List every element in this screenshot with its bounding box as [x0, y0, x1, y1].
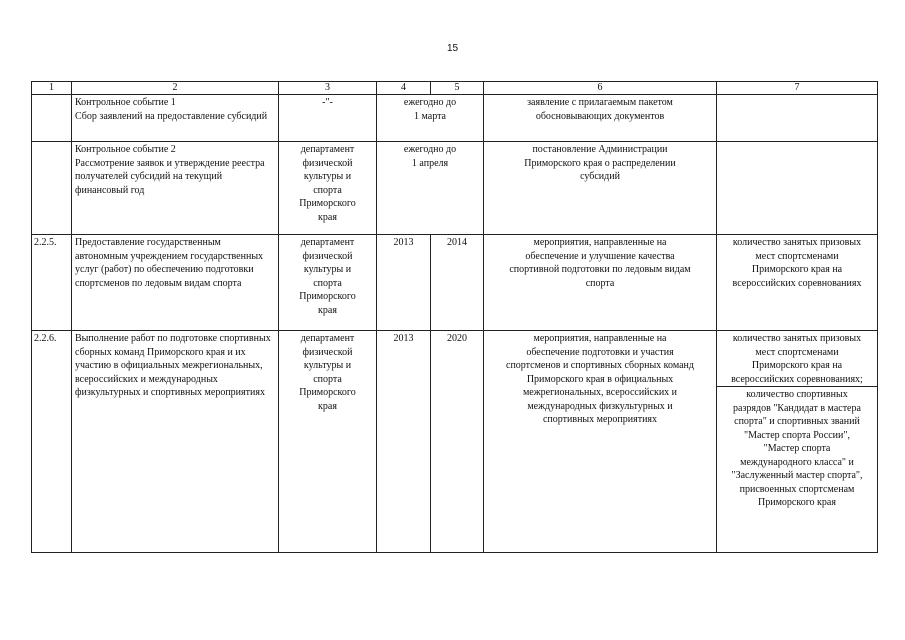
row-end-year: 2020 [431, 331, 484, 553]
row-indicator: количество занятых призовых мест спортсменами Приморского края на всероссийских соревнованиях [717, 235, 878, 331]
header-cell-3: 3 [279, 82, 377, 95]
row-result: заявление с прилагаемым пакетом обосновывающих документов [484, 95, 717, 142]
row-result: мероприятия, направленные на обеспечение и улучшение качества спортивной подготовки по ледовым видам спорта [484, 235, 717, 331]
row-result: мероприятия, направленные на обеспечение подготовки и участия спортсменов и спортивных сборных команд Приморского края в официальных межрегиональных, всероссийских и международных физкультурных и спортивных мероприятиях [484, 331, 717, 553]
header-cell-5: 5 [431, 82, 484, 95]
row-indicator [717, 331, 878, 553]
table-row [32, 235, 878, 331]
row-name: Предоставление государственным автономным учреждением государственных услуг (работ) по обеспечению подготовки спортсменов по ледовым видам спорта [72, 235, 279, 331]
header-cell-7: 7 [717, 82, 878, 95]
row-name: Контрольное событие 1 Сбор заявлений на предоставление субсидий [72, 95, 279, 142]
row-name: Контрольное событие 2 Рассмотрение заявок и утверждение реестра получателей субсидий на текущий финансовый год [72, 142, 279, 235]
header-cell-2: 2 [72, 82, 279, 95]
row-indicator [717, 142, 878, 235]
table-row [32, 142, 878, 235]
row-name: Выполнение работ по подготовке спортивных сборных команд Приморского края и их участию в официальных межрегиональных, всероссийских и международных физкультурных и спортивных мероприятиях [72, 331, 279, 553]
row-number [32, 142, 72, 235]
row-executor: департамент физической культуры и спорта Приморского края [279, 331, 377, 553]
program-table [31, 81, 878, 553]
header-cell-1: 1 [32, 82, 72, 95]
header-cell-6: 6 [484, 82, 717, 95]
row-executor: департамент физической культуры и спорта Приморского края [279, 235, 377, 331]
header-cell-4: 4 [377, 82, 431, 95]
row-executor: департамент физической культуры и спорта Приморского края [279, 142, 377, 235]
row-end-year: 2014 [431, 235, 484, 331]
row-indicator [717, 95, 878, 142]
header-row [32, 82, 878, 95]
page-number: 15 [446, 43, 459, 54]
row-number: 2.2.5. [32, 235, 72, 331]
table-row [32, 331, 878, 553]
row-executor: -"- [279, 95, 377, 142]
row-period: ежегодно до 1 апреля [377, 142, 484, 235]
row-period: ежегодно до 1 марта [377, 95, 484, 142]
row-start-year: 2013 [377, 331, 431, 553]
indicator-ranks: количество спортивных разрядов "Кандидат в мастера спорта" и спортивных званий "Мастер спорта России", "Мастер спорта международного класса" и "Заслуженный мастер спорта", присвоенных спортсменам Приморского края [731, 389, 863, 508]
indicator-prizes: количество занятых призовых мест спортсменами Приморского края на всероссийских соревнованиях; [717, 331, 877, 387]
row-number [32, 95, 72, 142]
row-result: постановление Администрации Приморского края о распределении субсидий [484, 142, 717, 235]
row-number: 2.2.6. [32, 331, 72, 553]
row-start-year: 2013 [377, 235, 431, 331]
table-row [32, 95, 878, 142]
